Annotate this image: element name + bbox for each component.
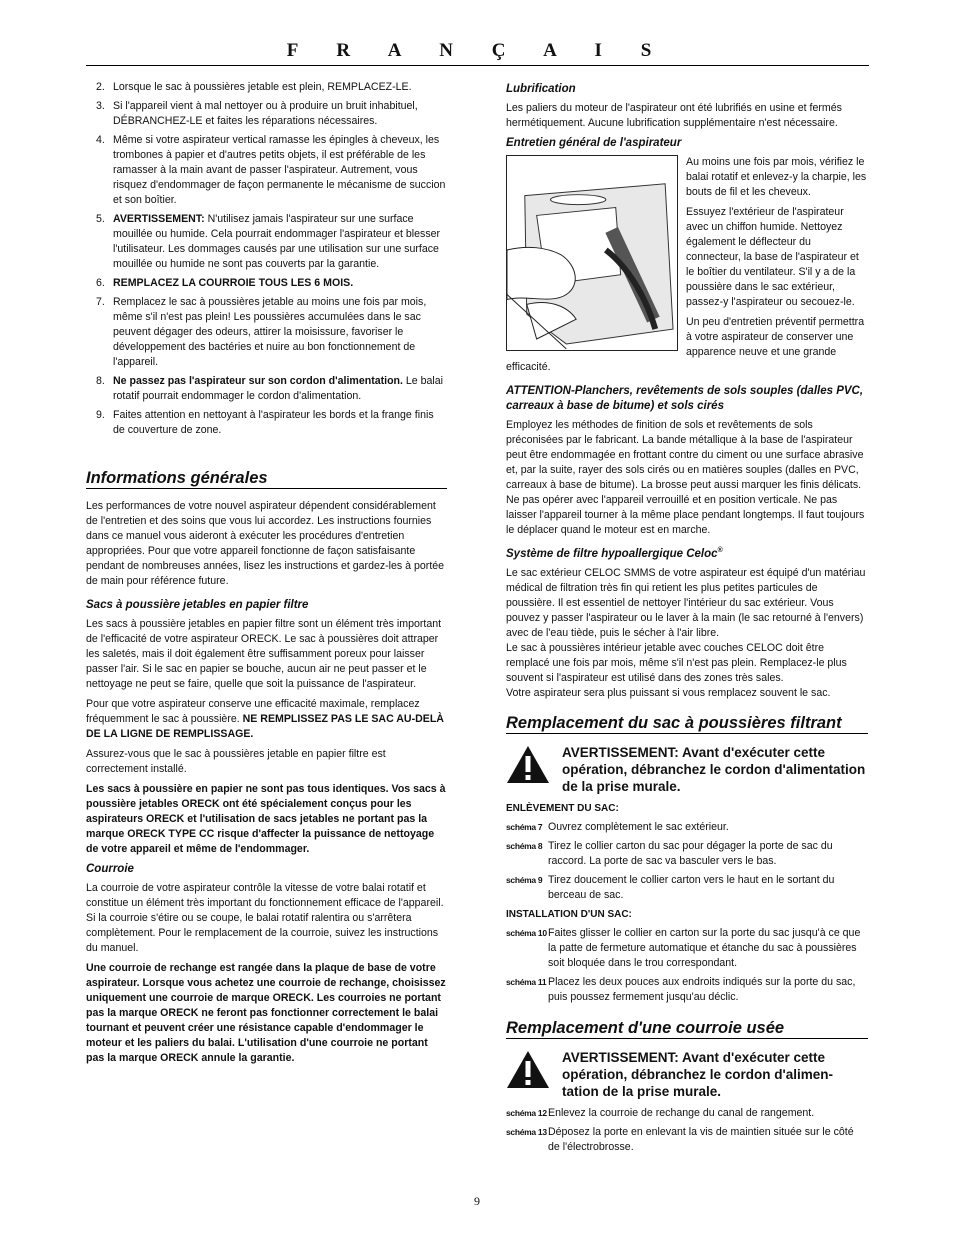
list-item: 6. REMPLACEZ LA COURROIE TOUS LES 6 MOIS. (96, 277, 354, 289)
attention-paragraph: Employez les méthodes de finition de sols et revêtements de sols préconisées par le fabricant. La bande métallique à la base de l'aspirateur peut être endommagée en frottant contre du ciment ou une surface abrasive et, par la suite, rayer des sols cirés ou en matières souples (dalles en PVC, carreaux à base de bitume). La brosse peut aussi marquer les finis délicats. Ne pas opérer avec l'appareil verrouillé et en position verticale. Ne pas laisser l'appareil tourner à la même place pendant longtemps. Il faut toujours le déplacer quand le moteur est en marche. (506, 419, 865, 536)
step-item: schéma 13 Déposez la porte en enlevant la vis de maintien située sur le côté de l'électrobrosse. (506, 1125, 854, 1153)
step-item: schéma 11 Placez les deux pouces aux endroits indiqués sur la porte du sac, puis poussez fermement jusqu'au déclic. (506, 975, 856, 1003)
belt-heading: Courroie (86, 863, 134, 875)
page-header (86, 40, 869, 66)
maintenance-paragraph-1: Au moins une fois par mois, vérifiez le balai rotatif et enlevez-y la charpie, les bouts de fil et les cheveux. (686, 156, 867, 198)
page-number: 9 (474, 1194, 480, 1208)
left-column (86, 80, 447, 1071)
belt-warning (506, 1049, 868, 1100)
filter-system-paragraph-2: Le sac à poussières intérieur jetable avec couches CELOC doit être remplacé une fois par mois, même s'il n'est pas plein. Remplacez-le plus souvent si l'aspirateur est utilisé dans des zones très sales. (506, 641, 847, 684)
lubrication-paragraph: Les paliers du moteur de l'aspirateur ont été lubrifiés en usine et fermés hermétiquement. Aucune lubrification supplémentaire n'est nécessaire. (506, 102, 842, 129)
step-item: schéma 8 Tirez le collier carton du sac pour dégager la porte de sac du raccord. La porte de sac va basculer vers le bas. (506, 839, 833, 867)
step-item: schéma 12 Enlevez la courroie de rechange du canal de rangement. (506, 1106, 815, 1119)
list-item: 3. Si l'appareil vient à mal nettoyer ou à produire un bruit inhabituel, DÉBRANCHEZ-LE et faites les réparations nécessaires. (96, 100, 418, 127)
maintenance-paragraph-2: Essuyez l'extérieur de l'aspirateur avec un chiffon humide. Nettoyez également le déflecteur du connecteur, la base de l'aspirateur et le boîtier du ventilateur. S'il y a de la poussière dans le sac extérieur, passez-y l'aspirateur ou secouez-le. (686, 206, 859, 308)
language-title: F R A N Ç A I S (286, 40, 669, 61)
filter-system-paragraph-3: Votre aspirateur sera plus puissant si vous remplacez souvent le sac. (506, 686, 831, 699)
list-item: 7. Remplacez le sac à poussières jetable au moins une fois par mois, même s'il n'est pas plein! Les poussières accumulées dans le sac peuvent dégager des odeurs, attirer la moisissure, favoriser le développement des bactéries et nuire au bon fonctionnement de l'appareil. (96, 296, 427, 368)
bag-install-heading: INSTALLATION D'UN SAC: (506, 908, 632, 920)
maintenance-heading: Entretien général de l'aspirateur (506, 137, 682, 149)
maintenance-block (506, 155, 868, 380)
list-item: 9. Faites attention en nettoyant à l'aspirateur les bords et la frange finis de couverture de zone. (96, 409, 434, 436)
bag-warning (506, 744, 868, 795)
bag-replacement-heading: Remplacement du sac à poussières filtrant (506, 716, 868, 734)
bags-paragraph-1: Les sacs à poussière jetables en papier filtre sont un élément très important de l'efficacité de votre aspirateur ORECK. Le sac à poussières doit attraper les saletés, mais il doit également être suffisamment poreux pour laisser passer l'air. Si le sac en papier se bouche, aucun air ne peut passer et le nettoyage ne peut se faire, quelle que soit la puissance de l'aspirateur. (86, 618, 442, 690)
step-item: schéma 10 Faites glisser le collier en carton sur la porte du sac jusqu'à ce que la patte de fermeture automatique et étanche du sac à poussières soit bloquée dans le trou correspondant. (506, 926, 861, 969)
belt-paragraph-1: La courroie de votre aspirateur contrôle la vitesse de votre balai rotatif et constitue un élément très important du fonctionnement efficace de l'appareil. Si la courroie s'étire ou se coupe, le balai rotatif ralentira ou s'arrêtera complètement. Pour le remplacement de la courroie, suivez les instructions du manuel. (86, 882, 444, 954)
warning-icon (506, 1049, 550, 1089)
bags-paragraph-3: Assurez-vous que le sac à poussières jetable en papier filtre est correctement installé. (86, 748, 386, 775)
bags-paragraph-2: Pour que votre aspirateur conserve une efficacité maximale, remplacez fréquemment le sac à poussière. NE REMPLISSEZ PAS LE SAC AU-DELÀ DE LA LIGNE DE REMPLISSAGE. (86, 698, 444, 740)
lubrication-heading: Lubrification (506, 83, 576, 95)
list-item: 8. Ne passez pas l'aspirateur sur son cordon d'alimentation. Le balai rotatif pourrait endommager le cordon d'alimentation. (96, 375, 444, 402)
filter-system-paragraph-1: Le sac extérieur CELOC SMMS de votre aspirateur est équipé d'un matériau médical de filtration très fin qui retient les plus petites particules de poussière. Il est essentiel de nettoyer l'intérieur du sac extérieur. Vous pouvez y passer l'aspirateur ou le laver à la main (le sac retourné à l'envers) avec de l'eau tiède, puis le sécher à l'air libre. (506, 566, 866, 639)
warning-icon (506, 744, 550, 784)
info-paragraph: Les performances de votre nouvel aspirateur dépendent considérablement de l'entretien et des soins que vous lui accordez. Les instructions fournies dans ce manuel vous aideront à exécuter les procédures d'entretien appropriées. Pour que votre appareil fonctionne de façon satisfaisante pendant de nombreuses années, lisez les instructions et gardez-les à portée de main pour référence future. (86, 500, 445, 587)
brush-cleaning-illustration (506, 155, 678, 351)
bags-heading: Sacs à poussière jetables en papier filtre (86, 599, 309, 611)
step-item: schéma 9 Tirez doucement le collier carton vers le haut en le sortant du berceau de sac. (506, 873, 835, 901)
bags-paragraph-4: Les sacs à poussière en papier ne sont pas tous identiques. Vos sacs à poussière jetables ORECK ont été spécialement conçus pour les aspirateurs ORECK et l'utilisation de sacs jetables ne portant pas la marque ORECK TYPE CC risque d'affecter la puissance de nettoyage de votre appareil et même de l'endommager. (86, 783, 446, 855)
list-item: 4. Même si votre aspirateur vertical ramasse les épingles à cheveux, les trombones à papier et d'autres petits objets, il est préférable de les ramasser à la main avant de passer l'aspirateur. Autrement, vous risquez d'endommager de façon permanente le mécanisme de succion et son boîtier. (96, 134, 446, 206)
list-item: 5. AVERTISSEMENT: N'utilisez jamais l'aspirateur sur une surface mouillée ou humide. Cela pourrait endommager l'aspirateur et blesser l'utilisateur. Les dommages causés par une utilisation sur une surface mouillée ou humide ne sont pas couverts par la garantie. (96, 213, 441, 270)
info-heading: Informations générales (86, 471, 447, 489)
belt-replacement-heading: Remplacement d'une courroie usée (506, 1021, 868, 1039)
bag-removal-heading: ENLÈVEMENT DU SAC: (506, 802, 619, 814)
bag-warning-text: AVERTISSEMENT: Avant d'exécuter cette opération, débranchez le cordon d'alimentation de la prise murale. (562, 744, 866, 794)
step-item: schéma 7 Ouvrez complètement le sac extérieur. (506, 820, 729, 833)
maintenance-paragraph-3: Un peu d'entretien préventif permettra à votre aspirateur de conserver une apparence neuve et une grande efficacité. (506, 316, 865, 373)
attention-heading: ATTENTION-Planchers, revêtements de sols souples (dalles PVC, carreaux à base de bitume) et sols cirés (506, 385, 864, 412)
filter-system-heading: Système de filtre hypoallergique Celoc® (506, 547, 723, 560)
safety-list (86, 80, 447, 438)
list-item: 2. Lorsque le sac à poussières jetable est plein, REMPLACEZ-LE. (96, 81, 412, 93)
belt-paragraph-2: Une courroie de rechange est rangée dans la plaque de base de votre aspirateur. Lorsque vous achetez une courroie de rechange, choisissez uniquement une courroie de marque ORECK. Les courroies ne portant pas la marque ORECK ne feront pas fonctionner correctement le balai tournant et peuvent créer une résistance capable d'endommager le moteur et les paliers du balai. L'utilisation d'une courroie ne portant pas la marque ORECK annule la garantie. (86, 962, 446, 1064)
right-column (506, 82, 868, 1159)
belt-warning-text: AVERTISSEMENT: Avant d'exécuter cette opération, débranchez le cordon d'alimen- tation de la prise murale. (562, 1049, 834, 1099)
